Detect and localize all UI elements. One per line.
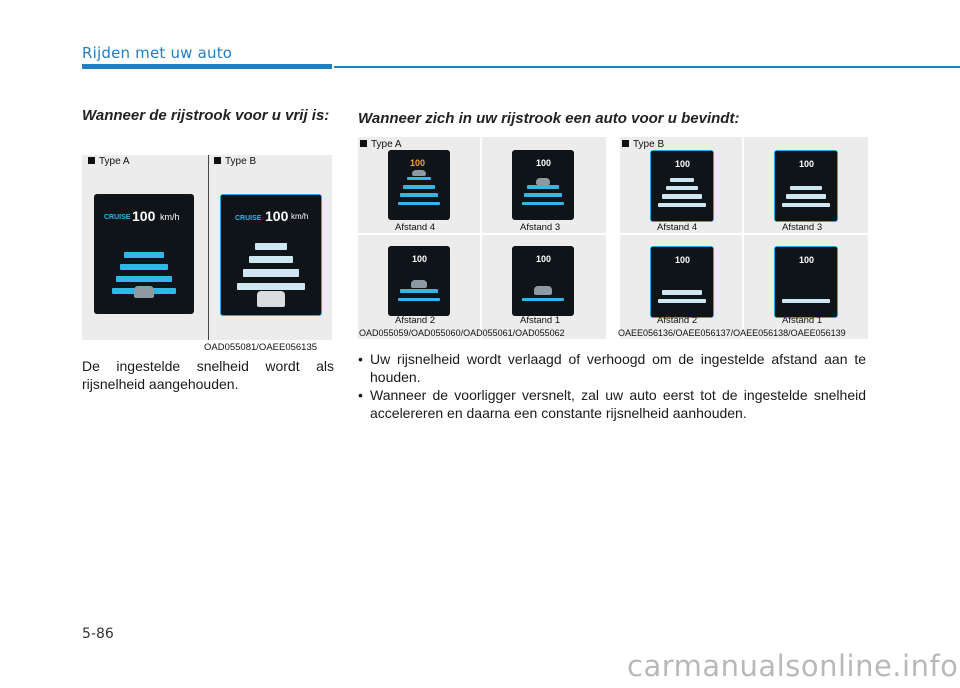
distance-bar xyxy=(786,194,826,198)
speed-value: 100 xyxy=(265,208,289,224)
square-icon xyxy=(88,157,95,164)
cluster-display xyxy=(774,246,838,318)
distance-bar xyxy=(407,177,432,181)
distance-bar xyxy=(658,203,705,207)
distance-bar xyxy=(400,193,437,197)
speed-unit: km/h xyxy=(291,212,309,221)
square-icon xyxy=(622,140,629,147)
car-ahead-icon xyxy=(534,286,552,295)
figure-divider xyxy=(208,155,209,340)
panel-label: Afstand 4 xyxy=(657,222,698,233)
grid-divider xyxy=(480,137,482,339)
distance-bar xyxy=(662,290,702,294)
distance-bar xyxy=(398,298,440,302)
speed-value: 100 xyxy=(675,255,691,265)
bullet-item: • Uw rijsnelheid wordt verlaagd of verhoogd om de ingestelde afstand aan te houden. xyxy=(358,351,866,385)
header-rule xyxy=(334,66,960,68)
distance-bar xyxy=(116,276,172,282)
distance-bar xyxy=(527,185,559,189)
cruise-label: CRUISE xyxy=(235,215,262,222)
panel-label: Afstand 3 xyxy=(520,222,561,233)
speed-value: 100 xyxy=(799,159,815,169)
section-title: Rijden met uw auto xyxy=(82,44,233,62)
distance-bar xyxy=(120,264,168,270)
distance-bar xyxy=(782,299,829,303)
cluster-display-type-b xyxy=(220,194,322,316)
distance-bar xyxy=(255,243,287,250)
speed-value: 100 xyxy=(536,158,552,168)
own-car-icon xyxy=(257,291,285,307)
panel-label: Afstand 3 xyxy=(782,222,823,233)
distance-bar xyxy=(666,186,698,190)
speed-value: 100 xyxy=(675,159,691,169)
distance-bar xyxy=(662,194,702,198)
right-heading: Wanneer zich in uw rijstrook een auto voor u bevindt: xyxy=(358,110,740,127)
cluster-display xyxy=(650,246,714,318)
speed-value: 100 xyxy=(410,158,426,168)
square-icon xyxy=(214,157,221,164)
distance-bar xyxy=(790,186,822,190)
panel-label: Afstand 4 xyxy=(395,222,436,233)
type-a-label: Type A xyxy=(88,156,130,167)
distance-bar xyxy=(243,269,299,276)
cluster-display xyxy=(774,150,838,222)
distance-bar xyxy=(670,178,695,182)
panel-label: Afstand 2 xyxy=(395,315,436,326)
type-a-label: Type A xyxy=(360,139,402,150)
speed-unit: km/h xyxy=(160,212,180,222)
cluster-display xyxy=(388,246,450,316)
distance-bar xyxy=(782,203,829,207)
type-b-label: Type B xyxy=(622,139,664,150)
distance-bar xyxy=(249,256,293,263)
grid-divider xyxy=(358,233,606,235)
panel-label: Afstand 1 xyxy=(782,315,823,326)
car-ahead-icon xyxy=(412,170,426,176)
speed-value: 100 xyxy=(799,255,815,265)
grid-divider xyxy=(742,137,744,339)
panel-label: Afstand 1 xyxy=(520,315,561,326)
figure-type-a-caption: OAD055059/OAD055060/OAD055061/OAD055062 xyxy=(359,328,565,338)
distance-bar xyxy=(398,202,440,206)
figure-type-b-caption: OAEE056136/OAEE056137/OAEE056138/OAEE056139 xyxy=(618,328,846,338)
cluster-display xyxy=(650,150,714,222)
square-icon xyxy=(360,140,367,147)
cruise-label: CRUISE xyxy=(104,214,131,221)
header-rule-accent xyxy=(82,64,332,69)
distance-bar xyxy=(237,283,305,290)
panel-label: Afstand 2 xyxy=(657,315,698,326)
watermark: carmanualsonline.info xyxy=(627,649,959,683)
car-ahead-icon xyxy=(536,178,550,185)
cluster-display-type-a xyxy=(94,194,194,314)
figure-left-caption: OAD055081/OAEE056135 xyxy=(204,342,318,353)
distance-bar xyxy=(522,202,564,206)
distance-bar xyxy=(400,289,437,293)
grid-divider xyxy=(620,233,868,235)
cluster-display xyxy=(512,246,574,316)
distance-bar xyxy=(524,193,561,197)
own-car-icon xyxy=(134,286,154,298)
bullet-icon: • xyxy=(358,351,363,367)
distance-bar xyxy=(522,298,564,302)
bullet-item: • Wanneer de voorligger versnelt, zal uw auto eerst tot de ingestelde snelheid accelereren en daarna een constante rijsnelheid aanhouden. xyxy=(358,387,866,421)
cluster-display xyxy=(512,150,574,220)
left-heading: Wanneer de rijstrook voor u vrij is: xyxy=(82,107,330,124)
page-number: 5-86 xyxy=(82,626,114,642)
speed-value: 100 xyxy=(132,208,156,224)
bullet-icon: • xyxy=(358,387,363,403)
distance-bar xyxy=(124,252,164,258)
speed-value: 100 xyxy=(412,254,428,264)
car-ahead-icon xyxy=(411,280,427,288)
distance-bar xyxy=(658,299,705,303)
cluster-display xyxy=(388,150,450,220)
distance-bar xyxy=(403,185,435,189)
speed-value: 100 xyxy=(536,254,552,264)
type-b-label: Type B xyxy=(214,156,256,167)
left-body-text: De ingestelde snelheid wordt als rijsnelheid aangehouden. xyxy=(82,358,334,392)
